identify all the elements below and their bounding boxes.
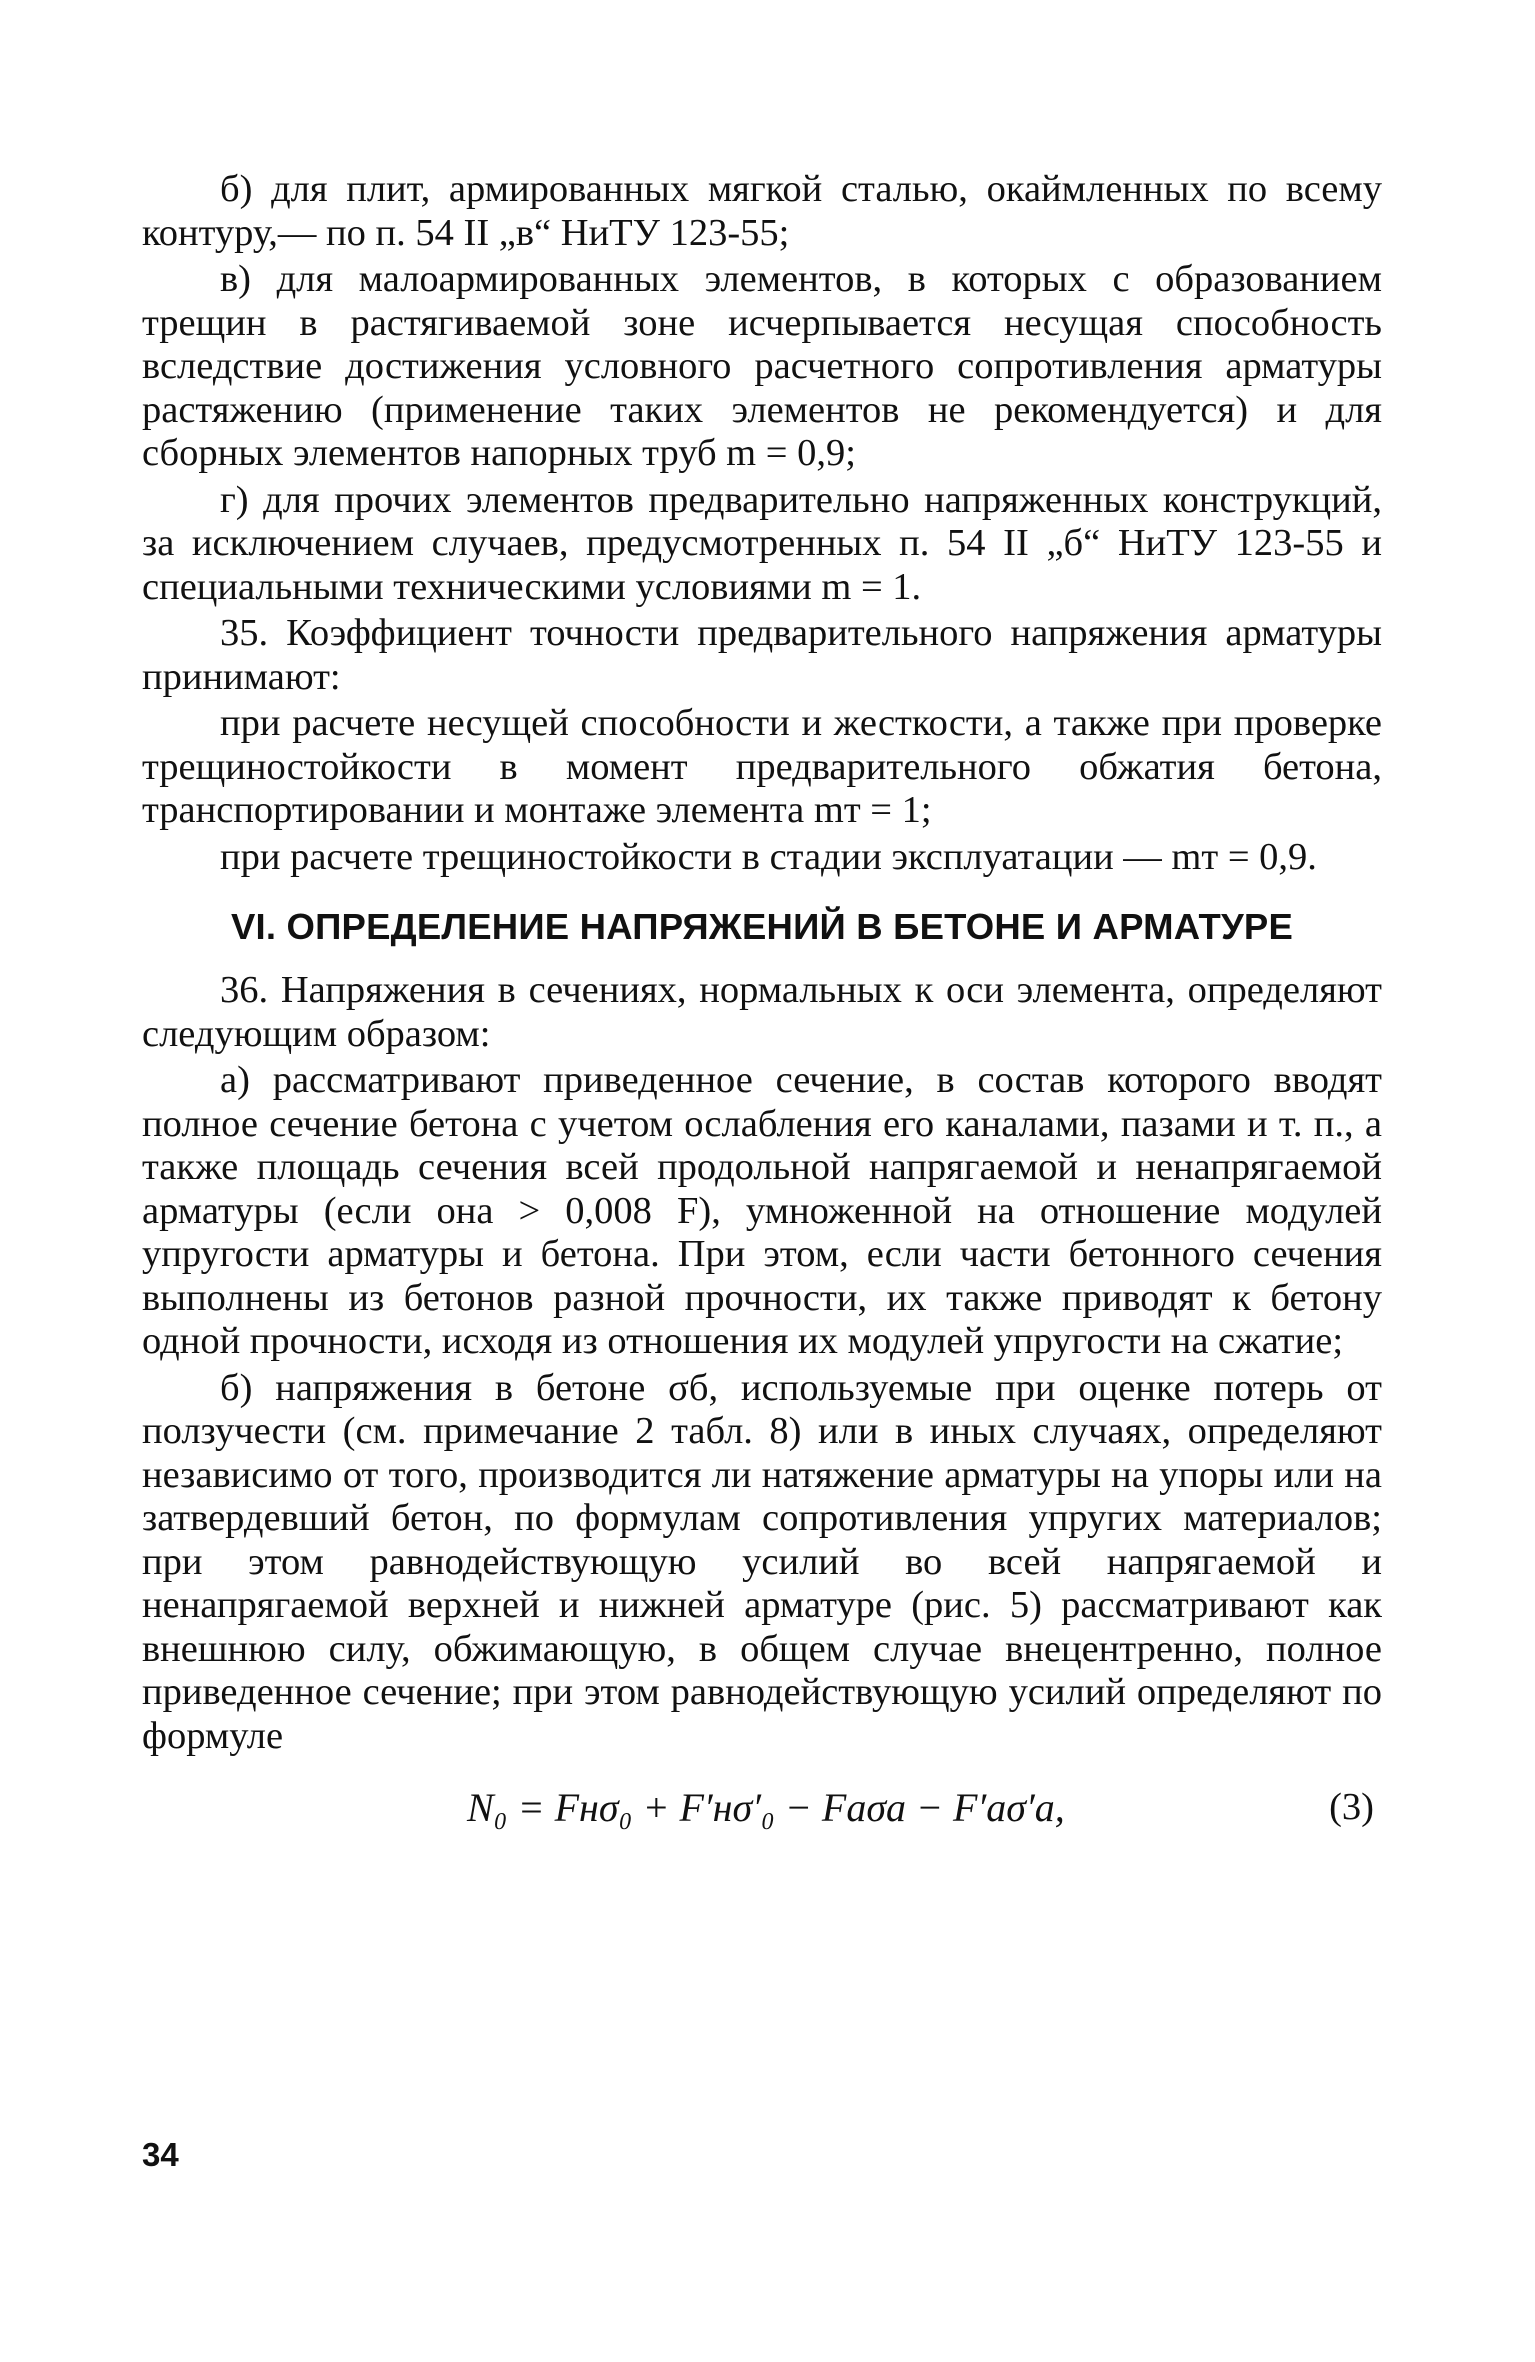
paragraph-b-concrete-stress: б) напряжения в бетоне σб, используемые при оценке потерь от ползучести (см. примечание 2 табл. 8) или в иных случаях, определяют независимо от того, производится ли натяжение арматуры на упоры или на затвердевший бетон, по формулам сопротивления упругих материалов; при этом равнодействующую усилий во всей напрягаемой и ненапрягаемой верхней и нижней арматуре (рис. 5) рассматривают как внешнюю силу, обжимающую, в общем случае внецентренно, полное приведенное сечение; при этом равнодействующую усилий определяют по формуле [142,1366,1382,1757]
paragraph-36-stresses: 36. Напряжения в сечениях, нормальных к оси элемента, определяют следующим образом: [142,969,1382,1055]
paragraph-crack-resistance: при расчете трещиностойкости в стадии эксплуатации — mт = 0,9. [220,835,1317,878]
paragraph-b-plates: б) для плит, армированных мягкой сталью, окаймленных по всему контуру,— по п. 54 II „в“ НиТУ 123-55; [142,168,1382,254]
formula-number: (3) [1329,1786,1374,1828]
page-number: 34 [142,2136,179,2173]
document-body [142,168,1382,1846]
paragraph-load-capacity: при расчете несущей способности и жесткости, а также при проверке трещиностойкости в момент предварительного обжатия бетона, транспортировании и монтаже элемента mт = 1; [142,702,1382,831]
paragraph-g-other-elements: г) для прочих элементов предварительно напряженных конструкций, за исключением случаев, предусмотренных п. 54 II „б“ НиТУ 123-55 и специальными техническими условиями m = 1. [142,478,1382,608]
paragraph-v-low-reinforced: в) для малоармированных элементов, в которых с образованием трещин в растягиваемой зоне исчерпывается несущая способность вследствие достижения условного расчетного сопротивления арматуры растяжению (применение таких элементов не рекомендуется) и для сборных элементов напорных труб m = 0,9; [142,258,1382,474]
formula-3: N₀ = Fнσ₀ + F′нσ′₀ − Fаσа − F′аσ′а, [467,1785,1065,1830]
section-heading: VI. ОПРЕДЕЛЕНИЕ НАПРЯЖЕНИЙ В БЕТОНЕ И АРМАТУРЕ [230,906,1294,947]
paragraph-a-reduced-section: а) рассматривают приведенное сечение, в состав которого вводят полное сечение бетона с учетом ослабления его каналами, пазами и т. п., а также площадь сечения всей продольной напрягаемой и ненапрягаемой арматуры (если она > 0,008 F), умноженной на отношение модулей упругости арматуры и бетона. При этом, если части бетонного сечения выполнены из бетонов разной прочности, их также приводят к бетону одной прочности, исходя из отношения их модулей упругости на сжатие; [142,1059,1382,1362]
paragraph-35-coefficient: 35. Коэффициент точности предварительного напряжения арматуры принимают: [142,612,1382,698]
formula-row [142,1776,1382,1846]
